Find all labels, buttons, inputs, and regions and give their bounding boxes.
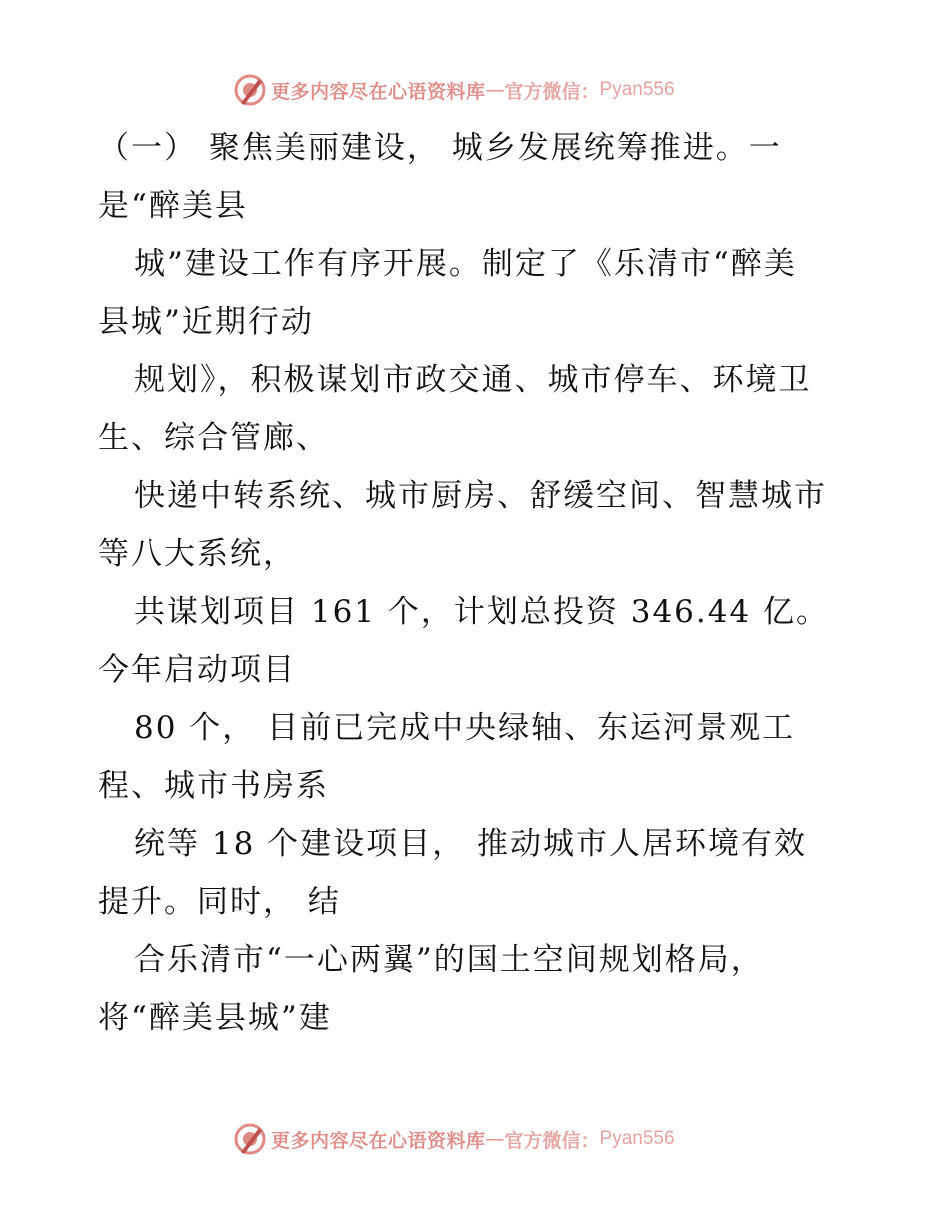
watermark-wechat-id: Pyan556 <box>599 1128 675 1149</box>
watermark-wechat-label: 官方微信： <box>504 1129 600 1152</box>
body-line-11: 80 个， 目前已完成中央绿轴、东运河景观工 <box>134 710 796 746</box>
footer-watermark <box>233 1121 753 1157</box>
body-line-13: 统等 18 个建设项目， 推动城市人居环境有效 <box>134 826 808 862</box>
body-line-12: 程、城市书房系 <box>98 768 329 804</box>
body-line-7: 快递中转系统、城市厨房、舒缓空间、智慧城市 <box>134 478 827 514</box>
body-line-2: 是“醉美县 <box>98 188 248 224</box>
body-line-14: 提升。同时， 结 <box>98 884 341 920</box>
watermark-wechat-label: 官方微信： <box>504 80 600 103</box>
body-line-9: 共谋划项目 161 个，计划总投资 346.44 亿。 <box>134 594 830 630</box>
body-line-5: 规划》，积极谋划市政交通、城市停车、环境卫 <box>134 362 812 398</box>
watermark-main-text: 更多内容尽在心语资料库 <box>271 80 486 103</box>
body-line-3: 城”建设工作有序开展。制定了《乐清市“醉美 <box>134 246 797 282</box>
body-line-1: （一） 聚焦美丽建设， 城乡发展统筹推进。一 <box>98 130 782 166</box>
watermark-dash: — <box>485 1128 505 1150</box>
body-line-10: 今年启动项目 <box>98 652 296 688</box>
watermark-wechat-id: Pyan556 <box>599 79 675 100</box>
watermark-main-text: 更多内容尽在心语资料库 <box>271 1129 486 1152</box>
header-watermark <box>233 72 753 108</box>
watermark-dash: — <box>485 79 505 101</box>
body-line-4: 县城”近期行动 <box>98 304 314 340</box>
body-line-6: 生、综合管廊、 <box>98 420 329 456</box>
body-line-15: 合乐清市“一心两翼”的国土空间规划格局， <box>134 942 764 978</box>
body-line-16: 将“醉美县城”建 <box>98 1000 332 1036</box>
pen-logo-icon <box>233 73 267 107</box>
body-line-8: 等八大系统， <box>98 536 296 572</box>
pen-logo-icon <box>233 1122 267 1156</box>
